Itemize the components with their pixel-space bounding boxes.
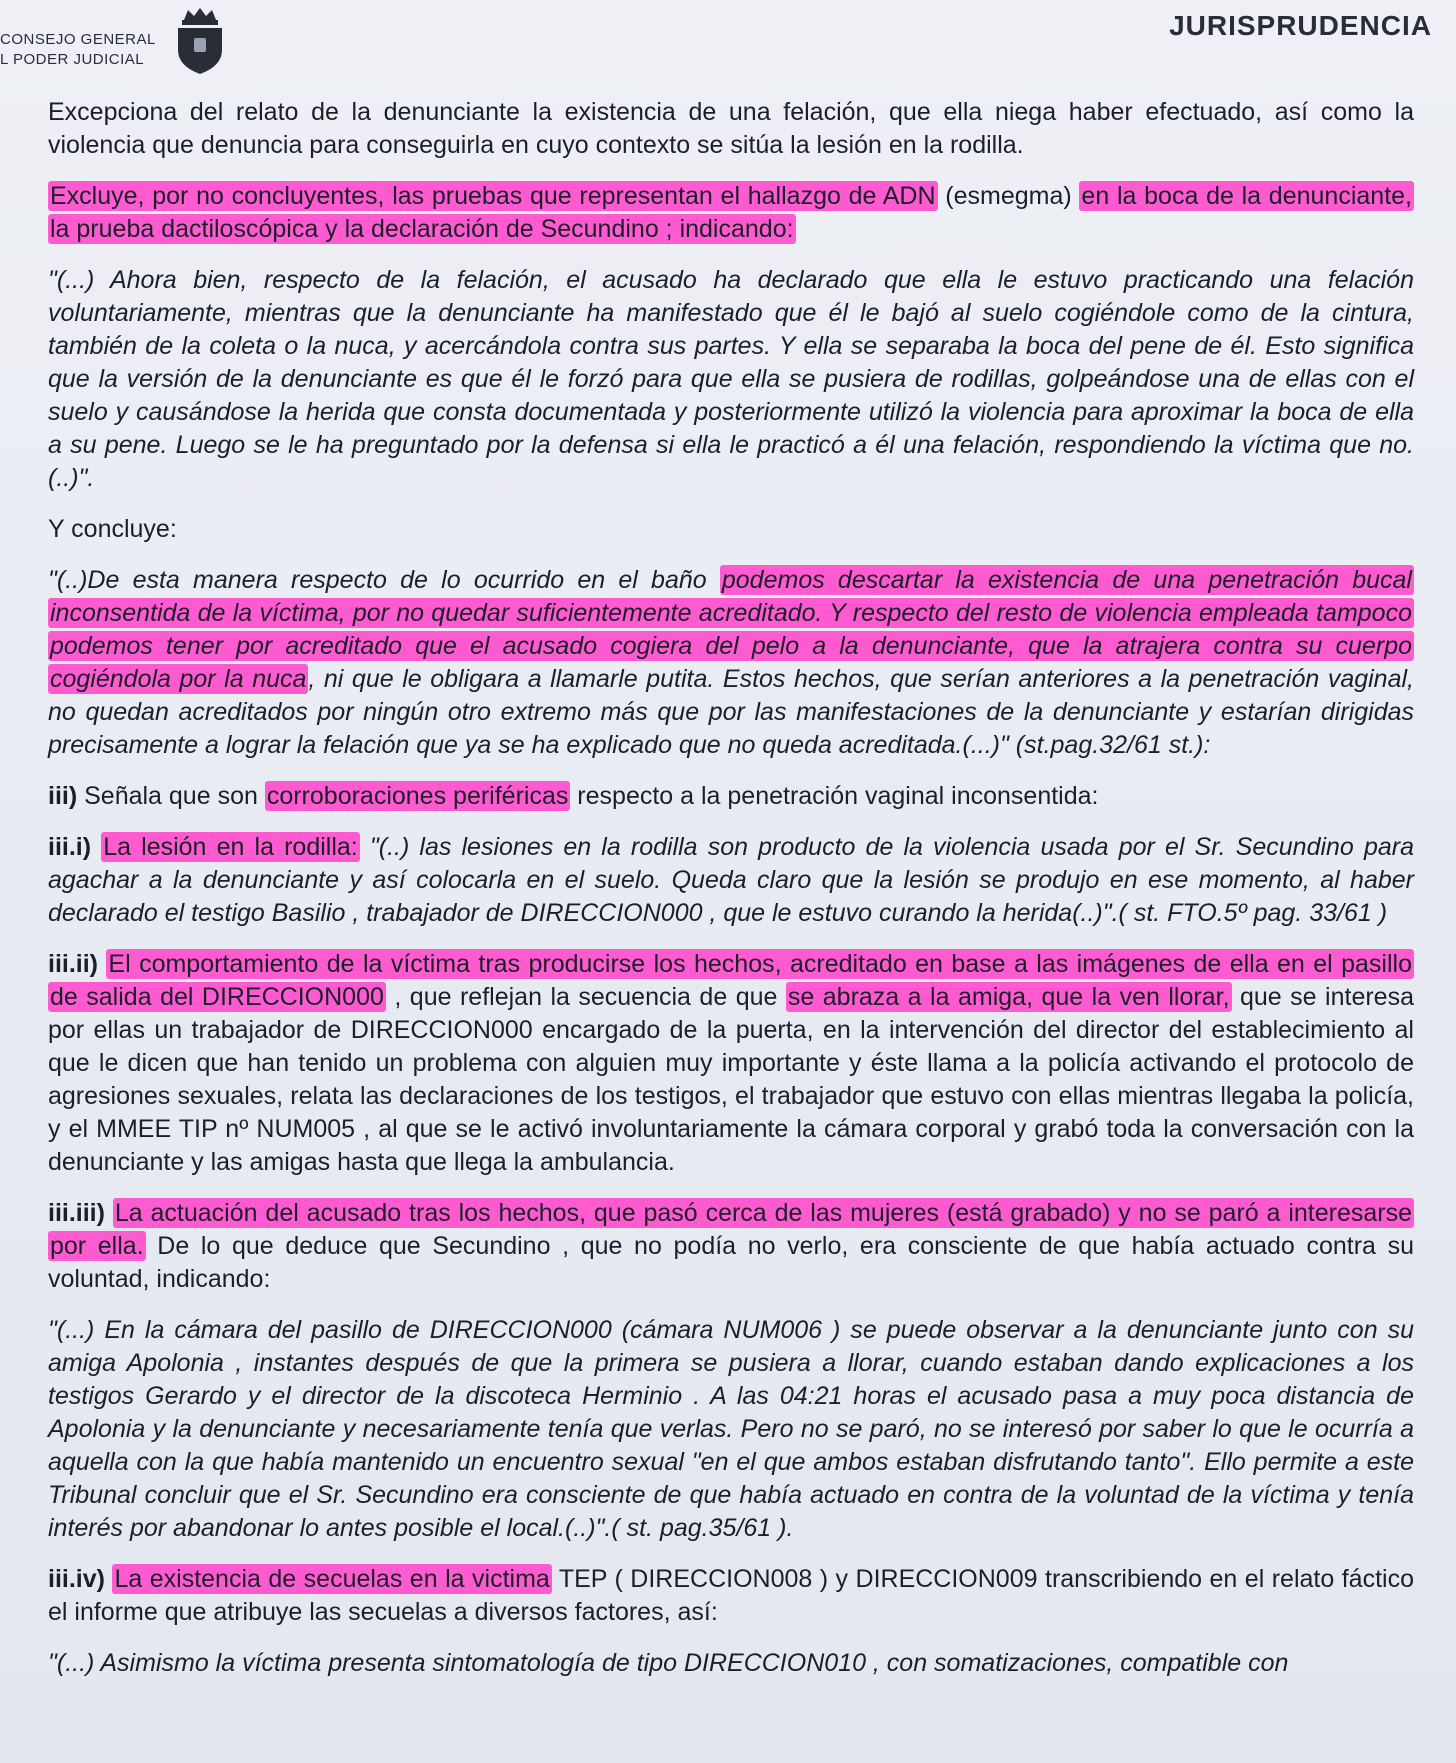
text-run: "(..)De esta manera respecto de lo ocurrido en el baño	[48, 566, 720, 594]
text-run: que se interesa por ellas un trabajador de DIRECCION000 encargado de la puerta, en la intervención del director del establecimiento al que le dicen que han tenido un problema con alguien muy importante y éste llama a la policía activando el protocolo de agresiones sexuales, relata las declaraciones de los testigos, el trabajador que estuvo con ellas mientras llegaba la policía, y el MMEE TIP nº NUM005 , al que se le activó involuntariamente la cámara corporal y grabó toda la conversación con la denunciante y las amigas hasta que llega la ambulancia.	[48, 983, 1414, 1176]
text-run: De lo que deduce que Secundino , que no podía no verlo, era consciente de que había actuado contra su voluntad, indicando:	[48, 1232, 1414, 1293]
paragraph-iii-iii	[48, 1197, 1414, 1296]
quote-3: "(...) En la cámara del pasillo de DIRECCION000 (cámara NUM006 ) se puede observar a la denunciante junto con su amiga Apolonia , instantes después de que la primera se pusiera a llorar, cuando estaban dando explicaciones a los testigos Gerardo y el director de la discoteca Herminio . A las 04:21 horas el acusado pasa a muy poca distancia de Apolonia y la denunciante y necesariamente tenía que verlas. Pero no se paró, no se interesó por saber lo que le ocurría a aquella con la que había mantenido un encuentro sexual "en el que ambos estaban disfrutando tanto". Ello permite a este Tribunal concluir que el Sr. Secundino era consciente de que había actuado en contra de la voluntad de la víctima y tenía interés por abandonar lo antes posible el local.(..)".( st. pag.35/61 ).	[48, 1316, 1414, 1542]
text-run: "(..) las lesiones en la rodilla son producto de la violencia usada por el Sr. Secundino para agachar a la denunciante y así colocarla en el suelo. Queda claro que la lesión se produjo en ese momento, al haber declarado el testigo Basilio , trabajador de DIRECCION000 , que le estuvo curando la herida(..)".( st. FTO.5º pag. 33/61 )	[48, 833, 1414, 927]
highlight: La existencia de secuelas en la victima	[114, 1565, 550, 1593]
highlight: se abraza a la amiga, que la ven llorar,	[787, 983, 1230, 1011]
section-label: iii.iii)	[48, 1199, 105, 1227]
text-run: , que reflejan la secuencia de que	[385, 983, 786, 1011]
highlight: La lesión en la rodilla:	[103, 833, 358, 861]
document-body	[48, 96, 1414, 1698]
quote-1: "(...) Ahora bien, respecto de la felación, el acusado ha declarado que ella le estuvo practicando una felación voluntariamente, mientras que la denunciante ha manifestado que él le bajó al suelo cogiéndole como de la cintura, también de la coleta o la nuca, y acercándola contra sus partes. Y ella se separaba la boca del pene de él. Esto significa que la versión de la denunciante es que él le forzó para que ella se pusiera de rodillas, golpeándose una de ellas con el suelo y causándose la herida que consta documentada y posteriormente utilizó la violencia para aproximar la boca de ella a su pene. Luego se le ha preguntado por la defensa si ella le practicó a él una felación, respondiendo la víctima que no. (..)".	[48, 266, 1414, 492]
coat-of-arms-icon	[170, 6, 230, 76]
quote-2	[48, 564, 1414, 762]
quote-4: "(...) Asimismo la víctima presenta sintomatología de tipo DIRECCION010 , con somatizaciones, compatible con	[48, 1649, 1289, 1677]
section-label: iii)	[48, 782, 78, 810]
text-run: , ni que le obligara a llamarle putita. Estos hechos, que serían anteriores a la penetración vaginal, no quedan acreditados por ningún otro extremo más que por las manifestaciones de la denunciante y estarían dirigidas precisamente a lograr la felación que ya se ha explicado que no queda acreditada.(...)" (st.pag.32/61 st.):	[48, 665, 1414, 759]
paragraph-iii-iv	[48, 1563, 1414, 1629]
paragraph-iii-i	[48, 831, 1414, 930]
page-header	[0, 0, 1456, 100]
paragraph-iii-ii	[48, 948, 1414, 1179]
paragraph-2	[48, 180, 1414, 246]
highlight: corroboraciones periféricas	[266, 782, 569, 810]
highlight: Excluye, por no concluyentes, las pruebas que representan el hallazgo de ADN	[50, 182, 936, 210]
paragraph-iii	[48, 780, 1414, 813]
highlight: La actuación del acusado tras los hechos, que pasó cerca de las mujeres (está grabado) y no se paró a interesarse por ella.	[50, 1199, 1413, 1260]
section-label: iii.ii)	[48, 950, 98, 978]
highlight: podemos descartar la existencia de una penetración bucal inconsentida de la víctima, por no quedar suficientemente acreditado. Y respecto del resto de violencia empleada tampoco podemos tener por acreditado que el acusado cogiera del pelo a la denunciante, que la atrajera contra su cuerpo cogiéndola por la nuca	[50, 566, 1412, 693]
text-run: TEP ( DIRECCION008 ) y DIRECCION009 transcribiendo en el relato fáctico el informe que atribuye las secuelas a diversos factores, así:	[48, 1565, 1414, 1626]
section-label: iii.iv)	[48, 1565, 105, 1593]
text-run: (esmegma)	[937, 182, 1080, 210]
highlight: El comportamiento de la víctima tras producirse los hechos, acreditado en base a las imágenes de ella en el pasillo de salida del DIRECCION000	[50, 950, 1412, 1011]
section-label: iii.i)	[48, 833, 92, 861]
highlight: en la boca de la denunciante, la prueba dactiloscópica y la declaración de Secundino ; indicando:	[50, 182, 1412, 243]
paragraph-4: Y concluye:	[48, 515, 177, 543]
org-name	[0, 30, 156, 70]
section-title: JURISPRUDENCIA	[1169, 10, 1432, 41]
org-line-1: CONSEJO GENERAL	[0, 31, 156, 48]
paragraph-1: Excepciona del relato de la denunciante la existencia de una felación, que ella niega haber efectuado, así como la violencia que denuncia para conseguirla en cuyo contexto se sitúa la lesión en la rodilla.	[48, 98, 1414, 159]
text-run: Señala que son	[77, 782, 265, 810]
org-line-2: L PODER JUDICIAL	[0, 51, 145, 68]
text-run: respecto a la penetración vaginal inconsentida:	[570, 782, 1099, 810]
